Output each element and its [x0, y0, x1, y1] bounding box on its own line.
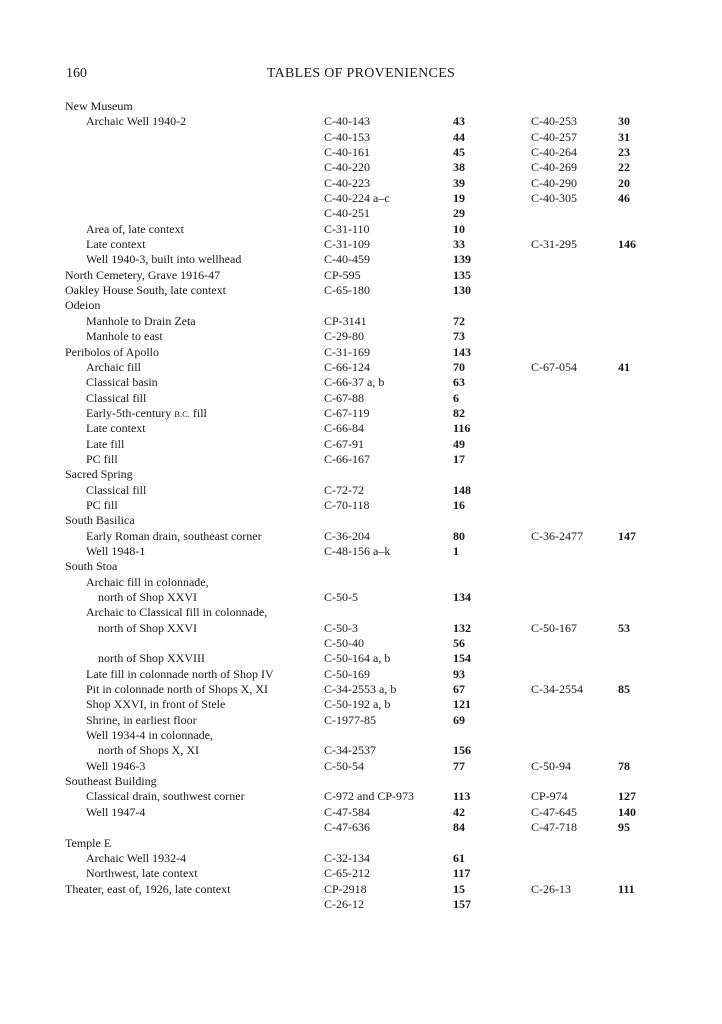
catalogue-number: 1 — [453, 543, 459, 558]
inventory-number: C-50-5 — [324, 590, 358, 604]
table-row — [0, 360, 722, 375]
table-row — [0, 851, 722, 866]
provenience-label-text: Early Roman drain, southeast corner — [86, 528, 262, 543]
table-row — [0, 252, 722, 267]
catalogue-number: 44 — [453, 129, 465, 144]
inventory-number: CP-595 — [324, 267, 361, 282]
provenience-label-text: Shop XXVI, in front of Stele — [86, 697, 226, 712]
inventory-number-2: C-40-305 — [531, 191, 577, 206]
catalogue-number-2: 31 — [618, 129, 630, 144]
provenience-label — [86, 805, 145, 820]
inventory-number: C-40-143 — [324, 114, 370, 129]
provenience-label — [98, 743, 199, 758]
catalogue-number: 10 — [453, 221, 465, 236]
table-row — [0, 498, 722, 513]
inventory-number-2: C-40-290 — [531, 175, 577, 190]
catalogue-number: 139 — [453, 252, 471, 267]
inventory-number-2: C-50-94 — [531, 758, 571, 773]
provenience-label-text: Pit in colonnade north of Shops X, XI — [86, 682, 268, 697]
catalogue-number: 82 — [453, 405, 465, 420]
provenience-label — [86, 789, 245, 804]
inventory-number: C-65-212 — [324, 866, 370, 881]
table-row — [0, 621, 722, 636]
provenience-label-text: Theater, east of, 1926, late context — [65, 881, 231, 896]
provenience-label-text: Late fill — [86, 436, 125, 451]
table-row — [0, 483, 722, 498]
table-row — [0, 391, 722, 406]
catalogue-number-2: 95 — [618, 820, 630, 835]
inventory-number: C-34-2537 — [324, 743, 376, 758]
provenience-label — [86, 575, 209, 590]
provenience-label-text: Late fill in colonnade north of Shop IV — [86, 666, 274, 681]
provenience-label-text: Well 1940-3, built into wellhead — [86, 252, 242, 267]
catalogue-number: 43 — [453, 114, 465, 129]
table-row — [0, 375, 722, 390]
inventory-number: C-40-251 — [324, 206, 370, 221]
inventory-number: C-26-12 — [324, 896, 364, 911]
inventory-number: C-48-156 a–k — [324, 543, 391, 558]
provenience-label — [86, 713, 197, 728]
table-row — [0, 774, 722, 789]
inventory-number-2: C-40-264 — [531, 145, 577, 160]
table-row — [0, 590, 722, 605]
inventory-number: C-72-72 — [324, 482, 364, 497]
catalogue-number-2: 140 — [618, 804, 636, 819]
inventory-number: C-972 and CP-973 — [324, 789, 414, 804]
provenience-label — [86, 222, 184, 237]
era-abbreviation: B.C. — [174, 408, 190, 419]
provenience-label-text: north of Shop XXVI — [98, 590, 197, 604]
catalogue-number-2: 20 — [618, 175, 630, 190]
provenience-label — [86, 667, 274, 682]
inventory-number-2: C-67-054 — [531, 359, 577, 374]
inventory-number-2: C-47-718 — [531, 820, 577, 835]
provenience-label-text: Archaic fill in colonnade, — [86, 574, 209, 589]
table-row — [0, 191, 722, 206]
table-row — [0, 820, 722, 835]
catalogue-number: 130 — [453, 283, 471, 298]
inventory-number: C-65-180 — [324, 283, 370, 298]
inventory-number: C-66-84 — [324, 421, 364, 436]
table-row — [0, 575, 722, 590]
table-row — [0, 421, 722, 436]
catalogue-number: 61 — [453, 850, 465, 865]
inventory-number: C-50-169 — [324, 666, 370, 681]
inventory-number-2: C-36-2477 — [531, 528, 583, 543]
provenience-label — [86, 682, 268, 697]
table-row — [0, 713, 722, 728]
table-row — [0, 513, 722, 528]
provenience-label — [65, 467, 133, 482]
inventory-number: C-67-88 — [324, 390, 364, 405]
provenience-label-text: north of Shop XXVIII — [98, 651, 205, 666]
catalogue-number: 148 — [453, 482, 471, 497]
catalogue-number-2: 30 — [618, 114, 630, 129]
provenience-label-text: Archaic to Classical fill in colonnade, — [86, 605, 268, 620]
provenience-label — [86, 375, 158, 390]
provenience-label-text: North Cemetery, Grave 1916-47 — [65, 267, 221, 282]
provenience-label-text: north of Shop XXVI — [98, 620, 197, 635]
catalogue-number: 38 — [453, 160, 465, 175]
provenience-label — [65, 882, 230, 897]
catalogue-number: 113 — [453, 789, 471, 804]
catalogue-number-2: 53 — [618, 620, 630, 635]
provenience-label-text: Peribolos of Apollo — [65, 344, 160, 359]
table-row — [0, 329, 722, 344]
provenience-label-text: Well 1947-4 — [86, 804, 146, 819]
provenience-label-text: Classical fill — [86, 390, 147, 405]
catalogue-number-2: 46 — [618, 191, 630, 206]
provenience-label — [65, 283, 226, 298]
provenience-label — [86, 851, 186, 866]
provenience-label — [86, 237, 146, 252]
table-row — [0, 237, 722, 252]
catalogue-number: 134 — [453, 590, 471, 604]
provenience-label-text: Manhole to Drain Zeta — [86, 313, 196, 328]
table-row — [0, 882, 722, 897]
provenience-label-text: South Stoa — [65, 559, 118, 574]
catalogue-number: 77 — [453, 758, 465, 773]
page-number: 160 — [66, 66, 87, 81]
provenience-label — [86, 437, 124, 452]
table-row — [0, 544, 722, 559]
provenience-label — [86, 529, 262, 544]
catalogue-number: 132 — [453, 620, 471, 635]
inventory-number: C-67-91 — [324, 436, 364, 451]
provenience-label-text: Odeion — [65, 298, 101, 313]
table-row — [0, 222, 722, 237]
inventory-number: C-34-2553 a, b — [324, 682, 397, 697]
table-row — [0, 789, 722, 804]
provenience-label — [65, 268, 220, 283]
provenience-label — [65, 774, 157, 789]
provenience-label — [65, 99, 133, 114]
provenience-label-text: Temple E — [65, 835, 112, 850]
inventory-number: CP-3141 — [324, 313, 367, 328]
inventory-number: C-50-3 — [324, 620, 358, 635]
inventory-number: C-31-110 — [324, 221, 370, 236]
provenience-label-text: north of Shops X, XI — [98, 743, 199, 758]
table-row — [0, 283, 722, 298]
inventory-number-2: C-31-295 — [531, 237, 577, 252]
provenience-label-text: PC fill — [86, 497, 118, 512]
catalogue-number: 16 — [453, 497, 465, 512]
catalogue-number: 49 — [453, 436, 465, 451]
provenience-label — [86, 759, 145, 774]
catalogue-number-2: 41 — [618, 359, 630, 374]
catalogue-number-2: 22 — [618, 160, 630, 175]
provenience-label — [86, 329, 163, 344]
provenience-label — [65, 345, 159, 360]
table-row — [0, 437, 722, 452]
inventory-number: C-31-109 — [324, 237, 370, 252]
inventory-number: C-50-54 — [324, 758, 364, 773]
table-row — [0, 605, 722, 620]
inventory-number: C-40-153 — [324, 129, 370, 144]
inventory-number: C-40-459 — [324, 252, 370, 267]
catalogue-number: 135 — [453, 267, 471, 282]
provenience-label — [86, 421, 146, 436]
catalogue-number: 17 — [453, 451, 465, 466]
inventory-number: C-29-80 — [324, 329, 364, 344]
table-row — [0, 805, 722, 820]
table-row — [0, 667, 722, 682]
catalogue-number: 29 — [453, 206, 465, 221]
provenience-label — [86, 360, 141, 375]
catalogue-number: 156 — [453, 743, 471, 758]
catalogue-number: 73 — [453, 329, 465, 344]
table-row — [0, 636, 722, 651]
table-row — [0, 114, 722, 129]
table-row — [0, 866, 722, 881]
inventory-number-2: C-34-2554 — [531, 682, 583, 697]
catalogue-number: 19 — [453, 191, 465, 206]
provenience-label-text: Classical basin — [86, 375, 158, 390]
provenience-label — [65, 298, 100, 313]
inventory-number: C-50-192 a, b — [324, 697, 391, 712]
table-row — [0, 728, 722, 743]
inventory-number: C-66-37 a, b — [324, 375, 385, 390]
catalogue-number: 143 — [453, 344, 471, 359]
inventory-number: C-40-161 — [324, 145, 370, 160]
catalogue-number: 116 — [453, 421, 471, 436]
inventory-number: CP-2918 — [324, 881, 367, 896]
table-row — [0, 406, 722, 421]
provenience-table — [0, 99, 722, 912]
provenience-label — [86, 498, 118, 513]
inventory-number: C-40-224 a–c — [324, 191, 390, 206]
table-row — [0, 529, 722, 544]
table-row — [0, 160, 722, 175]
provenience-label-text: Oakley House South, late context — [65, 283, 226, 298]
catalogue-number-2: 78 — [618, 758, 630, 773]
catalogue-number: 45 — [453, 145, 465, 160]
inventory-number: C-47-584 — [324, 804, 370, 819]
catalogue-number: 15 — [453, 881, 465, 896]
inventory-number-2: C-40-269 — [531, 160, 577, 175]
provenience-label — [98, 621, 197, 636]
provenience-label-text: Late context — [86, 421, 146, 436]
provenience-label-text: Late context — [86, 237, 146, 252]
table-row — [0, 130, 722, 145]
inventory-number-2: CP-974 — [531, 789, 568, 804]
catalogue-number: 39 — [453, 175, 465, 190]
catalogue-number: 63 — [453, 375, 465, 390]
inventory-number: C-70-118 — [324, 497, 370, 512]
provenience-label — [86, 483, 146, 498]
inventory-number-2: C-40-253 — [531, 114, 577, 129]
provenience-label-text: Manhole to east — [86, 329, 163, 344]
provenience-label — [86, 605, 267, 620]
catalogue-number-2: 127 — [618, 789, 636, 804]
provenience-label — [86, 544, 145, 559]
inventory-number-2: C-40-257 — [531, 129, 577, 144]
table-row — [0, 452, 722, 467]
provenience-label — [86, 697, 225, 712]
inventory-number: C-31-169 — [324, 344, 370, 359]
catalogue-number: 84 — [453, 820, 465, 835]
table-row — [0, 314, 722, 329]
catalogue-number: 72 — [453, 313, 465, 328]
provenience-label-end: fill — [189, 405, 207, 420]
provenience-label — [65, 559, 117, 574]
provenience-label-text: Northwest, late context — [86, 866, 198, 881]
provenience-label — [86, 866, 198, 881]
inventory-number: C-47-636 — [324, 820, 370, 835]
catalogue-number-2: 85 — [618, 682, 630, 697]
catalogue-number: 121 — [453, 697, 471, 712]
provenience-label-text: PC fill — [86, 451, 118, 466]
table-row — [0, 145, 722, 160]
catalogue-number-2: 23 — [618, 145, 630, 160]
catalogue-number: 42 — [453, 804, 465, 819]
catalogue-number-2: 111 — [618, 881, 635, 896]
provenience-label-text: South Basilica — [65, 513, 135, 528]
table-row — [0, 743, 722, 758]
table-row — [0, 836, 722, 851]
inventory-number-2: C-50-167 — [531, 620, 577, 635]
catalogue-number: 69 — [453, 712, 465, 727]
table-row — [0, 682, 722, 697]
running-title: TABLES OF PROVENIENCES — [266, 66, 456, 81]
table-row — [0, 759, 722, 774]
provenience-label-text: Classical drain, southwest corner — [86, 789, 245, 804]
inventory-number: C-50-40 — [324, 636, 364, 651]
provenience-label — [86, 452, 118, 467]
table-row — [0, 345, 722, 360]
catalogue-number-2: 146 — [618, 237, 636, 252]
catalogue-number: 154 — [453, 651, 471, 666]
provenience-label-text: Well 1934-4 in colonnade, — [86, 728, 214, 743]
provenience-label-text: Early-5th-century — [86, 405, 175, 420]
catalogue-number: 93 — [453, 666, 465, 681]
provenience-label — [86, 314, 196, 329]
provenience-label — [86, 406, 207, 422]
inventory-number-2: C-26-13 — [531, 881, 571, 896]
provenience-label — [86, 391, 146, 406]
provenience-label-text: Well 1948-1 — [86, 543, 146, 558]
catalogue-number: 117 — [453, 866, 471, 881]
table-row — [0, 298, 722, 313]
catalogue-number: 33 — [453, 237, 465, 252]
provenience-label — [65, 513, 135, 528]
table-row — [0, 206, 722, 221]
provenience-label — [65, 836, 111, 851]
inventory-number: C-1977-85 — [324, 712, 376, 727]
provenience-label-text: Archaic fill — [86, 359, 141, 374]
provenience-label-text: Classical fill — [86, 482, 147, 497]
inventory-number: C-32-134 — [324, 850, 370, 865]
catalogue-number: 157 — [453, 896, 471, 911]
provenience-label — [86, 728, 213, 743]
table-row — [0, 651, 722, 666]
provenience-label-text: Southeast Building — [65, 774, 157, 789]
provenience-label-text: Shrine, in earliest floor — [86, 712, 197, 727]
provenience-label-text: Archaic Well 1932-4 — [86, 850, 187, 865]
table-row — [0, 467, 722, 482]
table-row — [0, 268, 722, 283]
provenience-label-text: Sacred Spring — [65, 467, 133, 482]
table-row — [0, 176, 722, 191]
catalogue-number: 6 — [453, 390, 459, 405]
inventory-number: C-40-223 — [324, 175, 370, 190]
table-row — [0, 99, 722, 114]
inventory-number: C-67-119 — [324, 405, 370, 420]
catalogue-number: 56 — [453, 636, 465, 651]
provenience-label-text: Archaic Well 1940-2 — [86, 114, 187, 129]
inventory-number: C-50-164 a, b — [324, 651, 391, 666]
inventory-number: C-36-204 — [324, 528, 370, 543]
table-row — [0, 897, 722, 912]
provenience-label-text: Well 1946-3 — [86, 758, 146, 773]
provenience-label — [98, 590, 197, 605]
table-row — [0, 559, 722, 574]
inventory-number: C-66-167 — [324, 451, 370, 466]
provenience-label-text: New Museum — [65, 99, 133, 113]
provenience-label — [98, 651, 205, 666]
provenience-label — [86, 114, 186, 129]
catalogue-number: 67 — [453, 682, 465, 697]
inventory-number-2: C-47-645 — [531, 804, 577, 819]
provenience-label — [86, 252, 241, 267]
catalogue-number-2: 147 — [618, 528, 636, 543]
provenience-label-text: Area of, late context — [86, 221, 184, 236]
inventory-number: C-40-220 — [324, 160, 370, 175]
table-row — [0, 697, 722, 712]
catalogue-number: 70 — [453, 359, 465, 374]
inventory-number: C-66-124 — [324, 359, 370, 374]
catalogue-number: 80 — [453, 528, 465, 543]
